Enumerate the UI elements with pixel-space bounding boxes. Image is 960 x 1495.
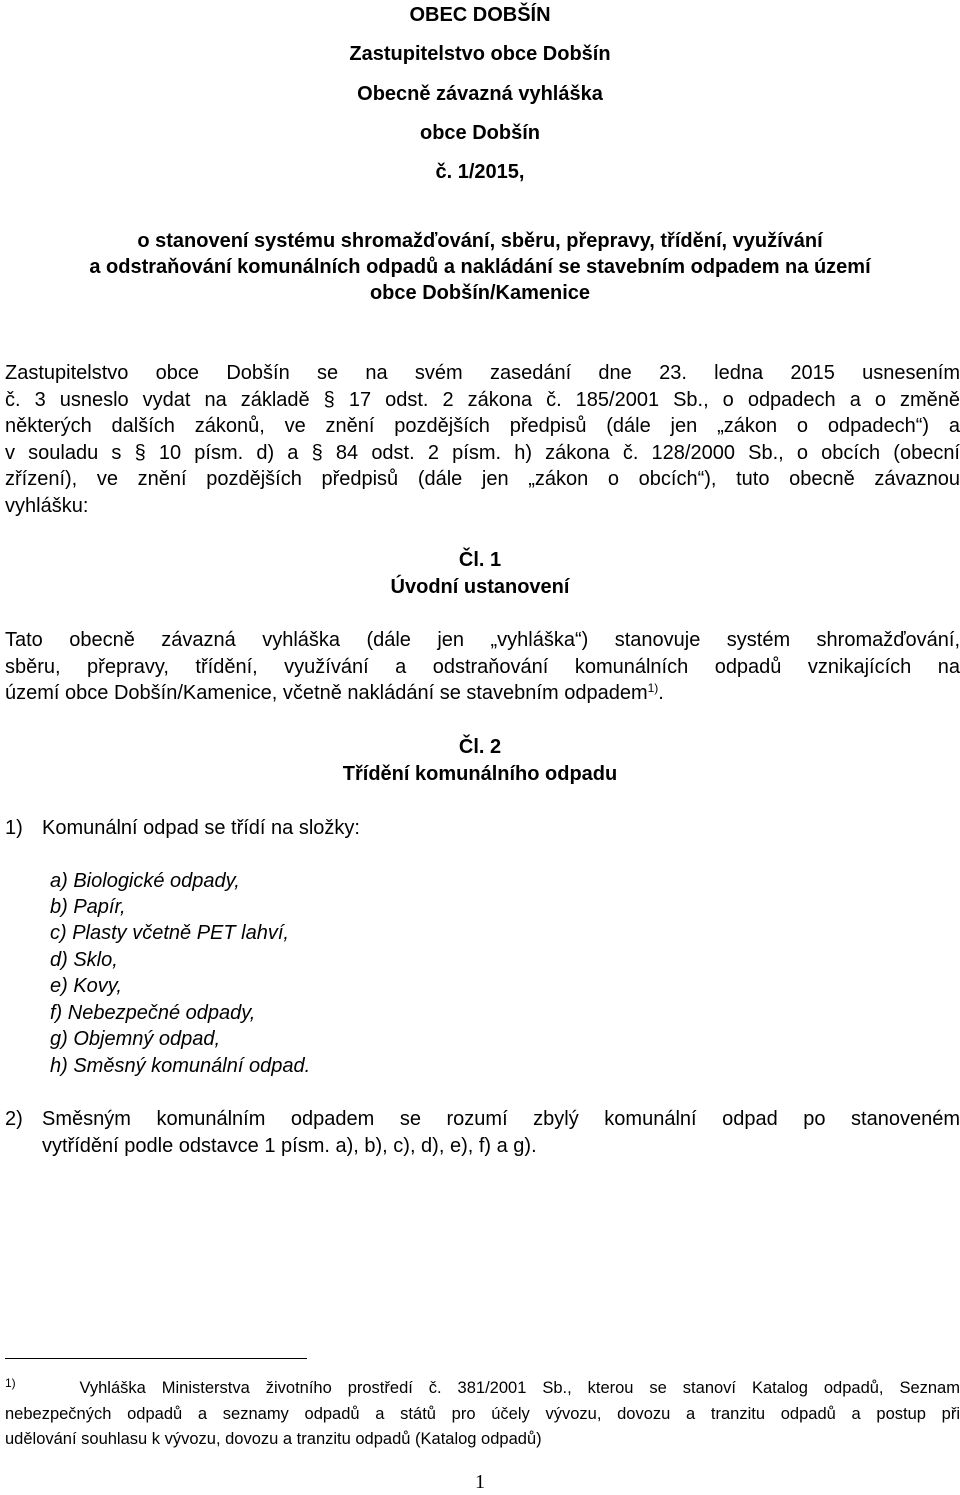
component-a: a) Biologické odpady, xyxy=(50,870,240,892)
page-number: 1 xyxy=(475,1471,485,1493)
item-1-number: 1) xyxy=(5,817,23,839)
article-2-number: Čl. 2 xyxy=(458,736,502,758)
item-1-text: Komunální odpad se třídí na složky: xyxy=(42,817,360,839)
component-g: g) Objemný odpad, xyxy=(50,1028,221,1050)
footnote-reference[interactable]: 1) xyxy=(647,681,659,695)
document-number: č. 1/2015, xyxy=(435,161,525,183)
article-1-line-2: sběru, přepravy, třídění, využívání a odstraňování komunálních odpadů vznikajících na xyxy=(5,656,960,678)
preamble-line-5: zřízení), ve znění pozdějších předpisů (dále jen „zákon o obcích“), tuto obecně závaznou xyxy=(5,468,960,490)
article-2-title: Třídění komunálního odpadu xyxy=(342,763,618,785)
preamble-line-3: některých dalších zákonů, ve znění pozdějších předpisů (dále jen „zákon o odpadech“) a xyxy=(5,415,960,437)
subject-line-2: a odstraňování komunálních odpadů a nakládání se stavebním odpadem na území xyxy=(89,256,871,278)
component-b: b) Papír, xyxy=(50,896,126,918)
item-2-line-1: Směsným komunálním odpadem se rozumí zbylý komunální odpad po stanoveném xyxy=(42,1108,960,1130)
footnote-separator xyxy=(5,1358,307,1359)
council-heading: Zastupitelstvo obce Dobšín xyxy=(349,43,611,65)
footnote-mark: 1) xyxy=(5,1376,16,1390)
article-1-line-3-end: . xyxy=(658,682,664,704)
item-2-line-2: vytřídění podle odstavce 1 písm. a), b), c), d), e), f) a g). xyxy=(42,1135,537,1157)
article-1-line-3 xyxy=(5,681,664,705)
article-1-title: Úvodní ustanovení xyxy=(390,576,570,598)
component-c: c) Plasty včetně PET lahví, xyxy=(50,922,289,944)
document-type-heading: Obecně závazná vyhláška xyxy=(357,83,603,105)
subject-line-1: o stanovení systému shromažďování, sběru, přepravy, třídění, využívání xyxy=(137,230,823,252)
component-e: e) Kovy, xyxy=(50,975,122,997)
article-1-number: Čl. 1 xyxy=(458,549,502,571)
preamble-line-2: č. 3 usneslo vydat na základě § 17 odst. 2 zákona č. 185/2001 Sb., o odpadech a o změně xyxy=(5,389,960,411)
subject-line-3: obce Dobšín/Kamenice xyxy=(369,282,591,304)
component-h: h) Směsný komunální odpad. xyxy=(50,1055,311,1077)
document-of-heading: obce Dobšín xyxy=(419,122,540,144)
article-1-line-1: Tato obecně závazná vyhláška (dále jen „vyhláška“) stanovuje systém shromažďování, xyxy=(5,629,960,651)
article-1-line-3-text: území obce Dobšín/Kamenice, včetně nakládání se stavebním odpadem xyxy=(5,682,648,704)
footnote-text-1: Vyhláška Ministerstva životního prostředí č. 381/2001 Sb., kterou se stanoví Katalog odpadů, Seznam xyxy=(79,1379,960,1397)
footnote-line-2: nebezpečných odpadů a seznamy odpadů a států pro účely vývozu, dovozu a tranzitu odpadů a postup při xyxy=(5,1405,960,1423)
preamble-line-6: vyhlášku: xyxy=(5,495,89,517)
preamble-line-4: v souladu s § 10 písm. d) a § 84 odst. 2 písm. h) zákona č. 128/2000 Sb., o obcích (obecní xyxy=(5,442,960,464)
municipality-heading: OBEC DOBŠÍN xyxy=(409,4,551,26)
component-f: f) Nebezpečné odpady, xyxy=(50,1002,256,1024)
component-d: d) Sklo, xyxy=(50,949,118,971)
item-2-number: 2) xyxy=(5,1108,23,1130)
footnote-line-1 xyxy=(5,1378,960,1398)
preamble-line-1: Zastupitelstvo obce Dobšín se na svém zasedání dne 23. ledna 2015 usnesením xyxy=(5,362,960,384)
footnote-line-3: udělování souhlasu k vývozu, dovozu a tranzitu odpadů (Katalog odpadů) xyxy=(5,1430,542,1448)
